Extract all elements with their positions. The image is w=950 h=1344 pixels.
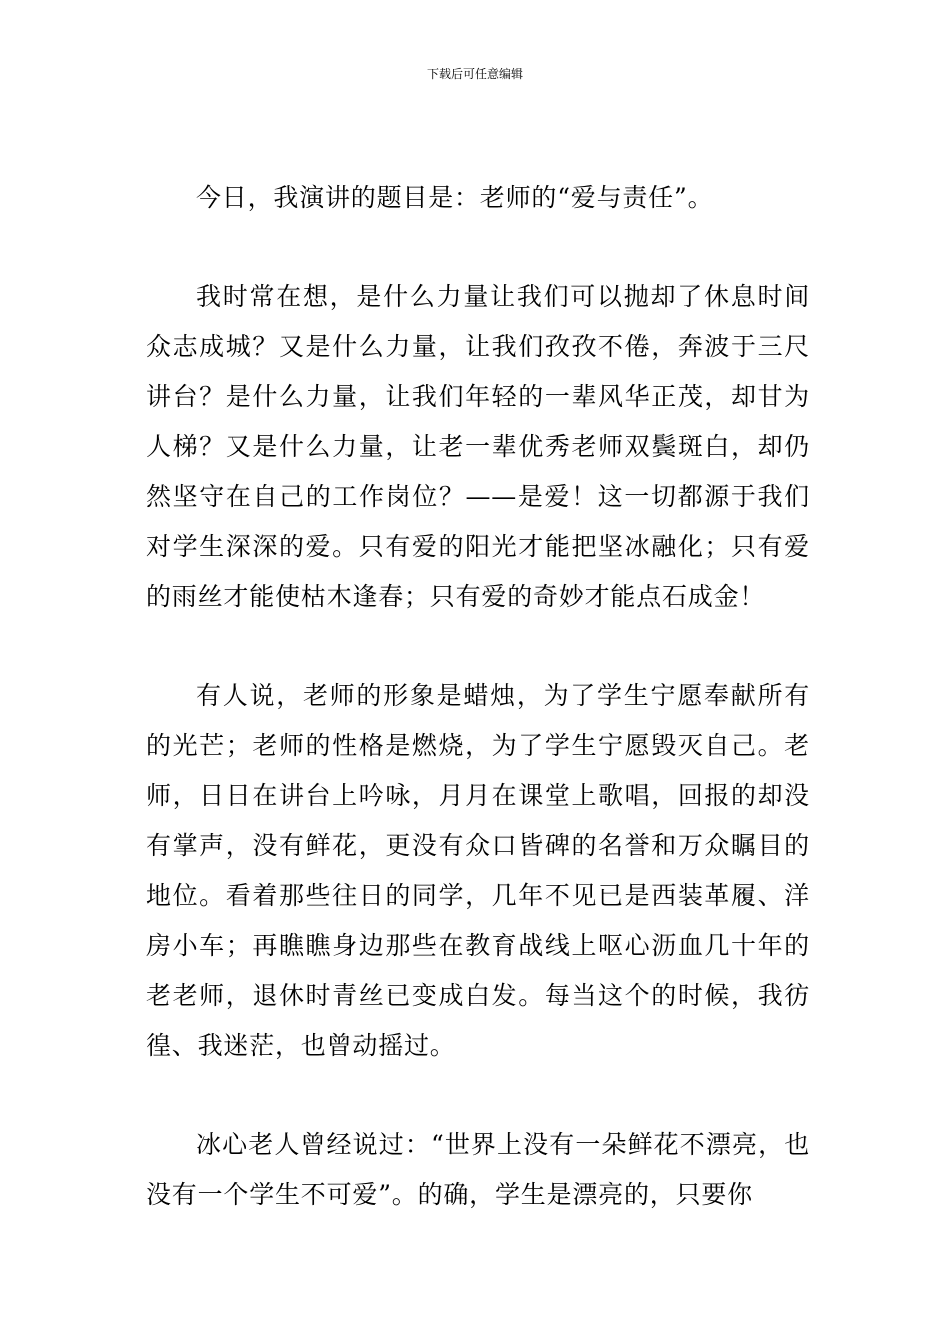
paragraph-teacher-image: 有人说，老师的形象是蜡烛，为了学生宁愿奉献所有的光芒；老师的性格是燃烧，为了学生宁愿毁灭自己。老师，日日在讲台上吟咏，月月在课堂上歌唱，回报的却没有掌声，没有鲜花，更没有众口皆碑的名誉和万众瞩目的地位。看着那些往日的同学，几年不见已是西装革履、洋房小车；再瞧瞧身边那些在教育战线上呕心沥血几十年的老老师，退休时青丝已变成白发。每当这个的时候，我彷徨、我迷茫，也曾动摇过。: [146, 681, 810, 1060]
paragraph-bingxin-quote: 冰心老人曾经说过：“世界上没有一朵鲜花不漂亮，也没有一个学生不可爱”。的确，学生是漂亮的，只要你: [146, 1130, 810, 1209]
paragraph-love-power: 我时常在想，是什么力量让我们可以抛却了休息时间众志成城？又是什么力量，让我们孜孜不倦，奔波于三尺讲台？是什么力量，让我们年轻的一辈风华正茂，却甘为人梯？又是什么力量，让老一辈优秀老师双鬓斑白，却仍然坚守在自己的工作岗位？——是爱！这一切都源于我们对学生深深的爱。只有爱的阳光才能把坚冰融化；只有爱的雨丝才能使枯木逢春；只有爱的奇妙才能点石成金！: [146, 282, 810, 611]
paragraph-title-intro: 今日，我演讲的题目是：老师的“爱与责任”。: [196, 183, 714, 212]
page-header: 下载后可任意编辑: [426, 67, 523, 81]
document-body: [146, 173, 810, 1269]
